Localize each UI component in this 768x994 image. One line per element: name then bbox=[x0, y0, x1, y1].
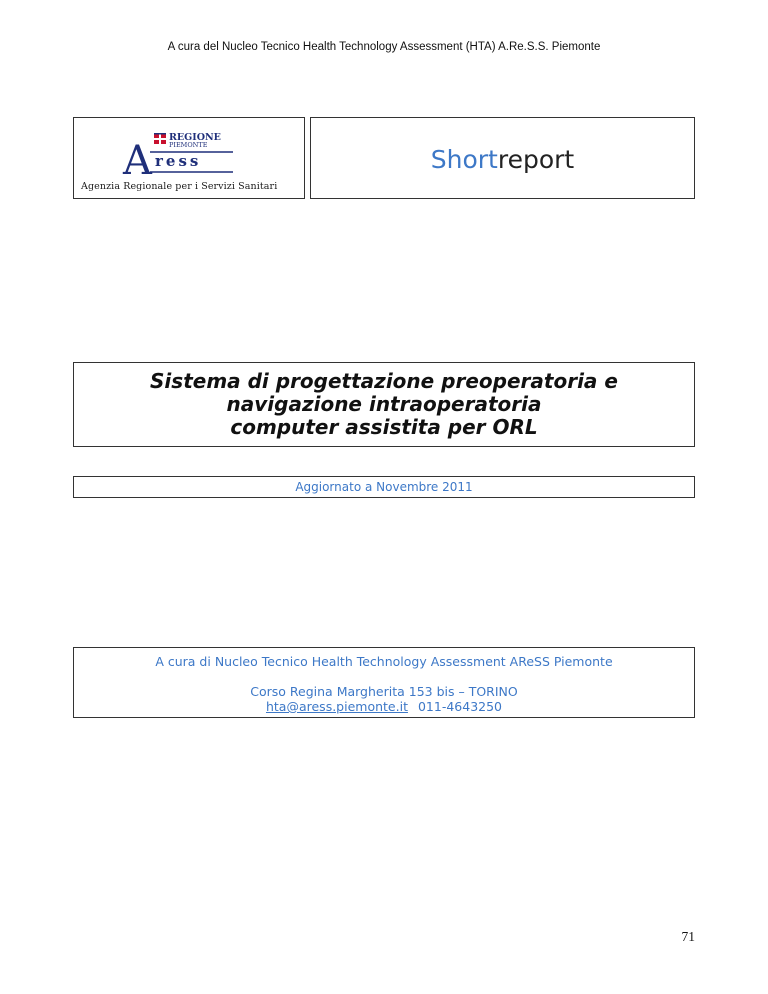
credits-contact bbox=[74, 699, 694, 714]
credits-authors: A cura di Nucleo Tecnico Health Technology Assessment AReSS Piemonte bbox=[155, 654, 613, 669]
email-link[interactable]: hta@aress.piemonte.it bbox=[265, 699, 408, 714]
title-line-3: computer assistita per ORL bbox=[230, 415, 538, 439]
logo-region-line1: REGIONE bbox=[169, 132, 221, 143]
credits-box bbox=[73, 647, 695, 718]
logo-region-line2: PIEMONTE bbox=[169, 141, 208, 149]
piemonte-crest-icon bbox=[154, 133, 166, 144]
logo-tagline: Agenzia Regionale per i Servizi Sanitari bbox=[81, 181, 278, 192]
shortreport-box bbox=[310, 117, 695, 199]
running-header: A cura del Nucleo Tecnico Health Technology Assessment (HTA) A.Re.S.S. Piemonte bbox=[167, 41, 601, 53]
updated-box bbox=[73, 476, 695, 498]
document-title-box bbox=[73, 362, 695, 447]
shortreport-report: report bbox=[497, 144, 575, 174]
logo-wordmark: ress bbox=[155, 152, 202, 170]
aress-logo bbox=[81, 130, 299, 190]
title-line-2: navigazione intraoperatoria bbox=[226, 392, 542, 416]
aress-logo-graphic bbox=[81, 130, 299, 180]
logo-letter-a: A bbox=[123, 138, 152, 180]
page-number: 71 bbox=[681, 929, 695, 944]
aress-logo-box bbox=[73, 117, 305, 199]
shortreport-short: Short bbox=[430, 144, 498, 174]
phone-number: 011-4643250 bbox=[417, 699, 503, 714]
title-line-1: Sistema di progettazione preoperatoria e bbox=[150, 369, 618, 393]
updated-text: Aggiornato a Novembre 2011 bbox=[295, 480, 473, 494]
credits-address: Corso Regina Margherita 153 bis – TORINO bbox=[250, 684, 518, 699]
